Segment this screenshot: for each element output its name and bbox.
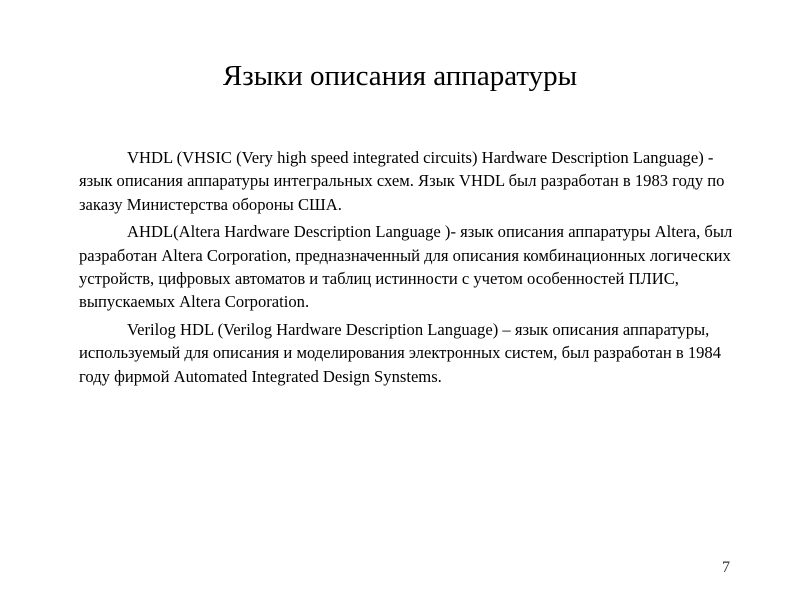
page-number: 7: [722, 559, 730, 576]
slide-body: [79, 146, 741, 392]
paragraph-verilog: Verilog HDL (Verilog Hardware Description Language) – язык описания аппаратуры, используемый для описания и моделирования электронных систем, был разработан в 1984 году фирмой Automated Integrated Design Synstems.: [79, 319, 722, 386]
paragraph-vhdl: VHDL (VHSIC (Very high speed integrated circuits) Hardware Description Language) - язык описания аппаратуры интегральных схем. Язык VHDL был разработан в 1983 году по заказу Министерства обороны США.: [79, 148, 725, 214]
slide-title: Языки описания аппаратуры: [222, 60, 578, 92]
paragraph-ahdl: AHDL(Altera Hardware Description Language )- язык описания аппаратуры Altera, был разработан Altera Corporation, предназначенный для описания комбинационных логических устройств, цифровых автоматов и таблиц истинности с учетом особенностей ПЛИС, выпускаемых Altera Corporation.: [79, 222, 733, 312]
